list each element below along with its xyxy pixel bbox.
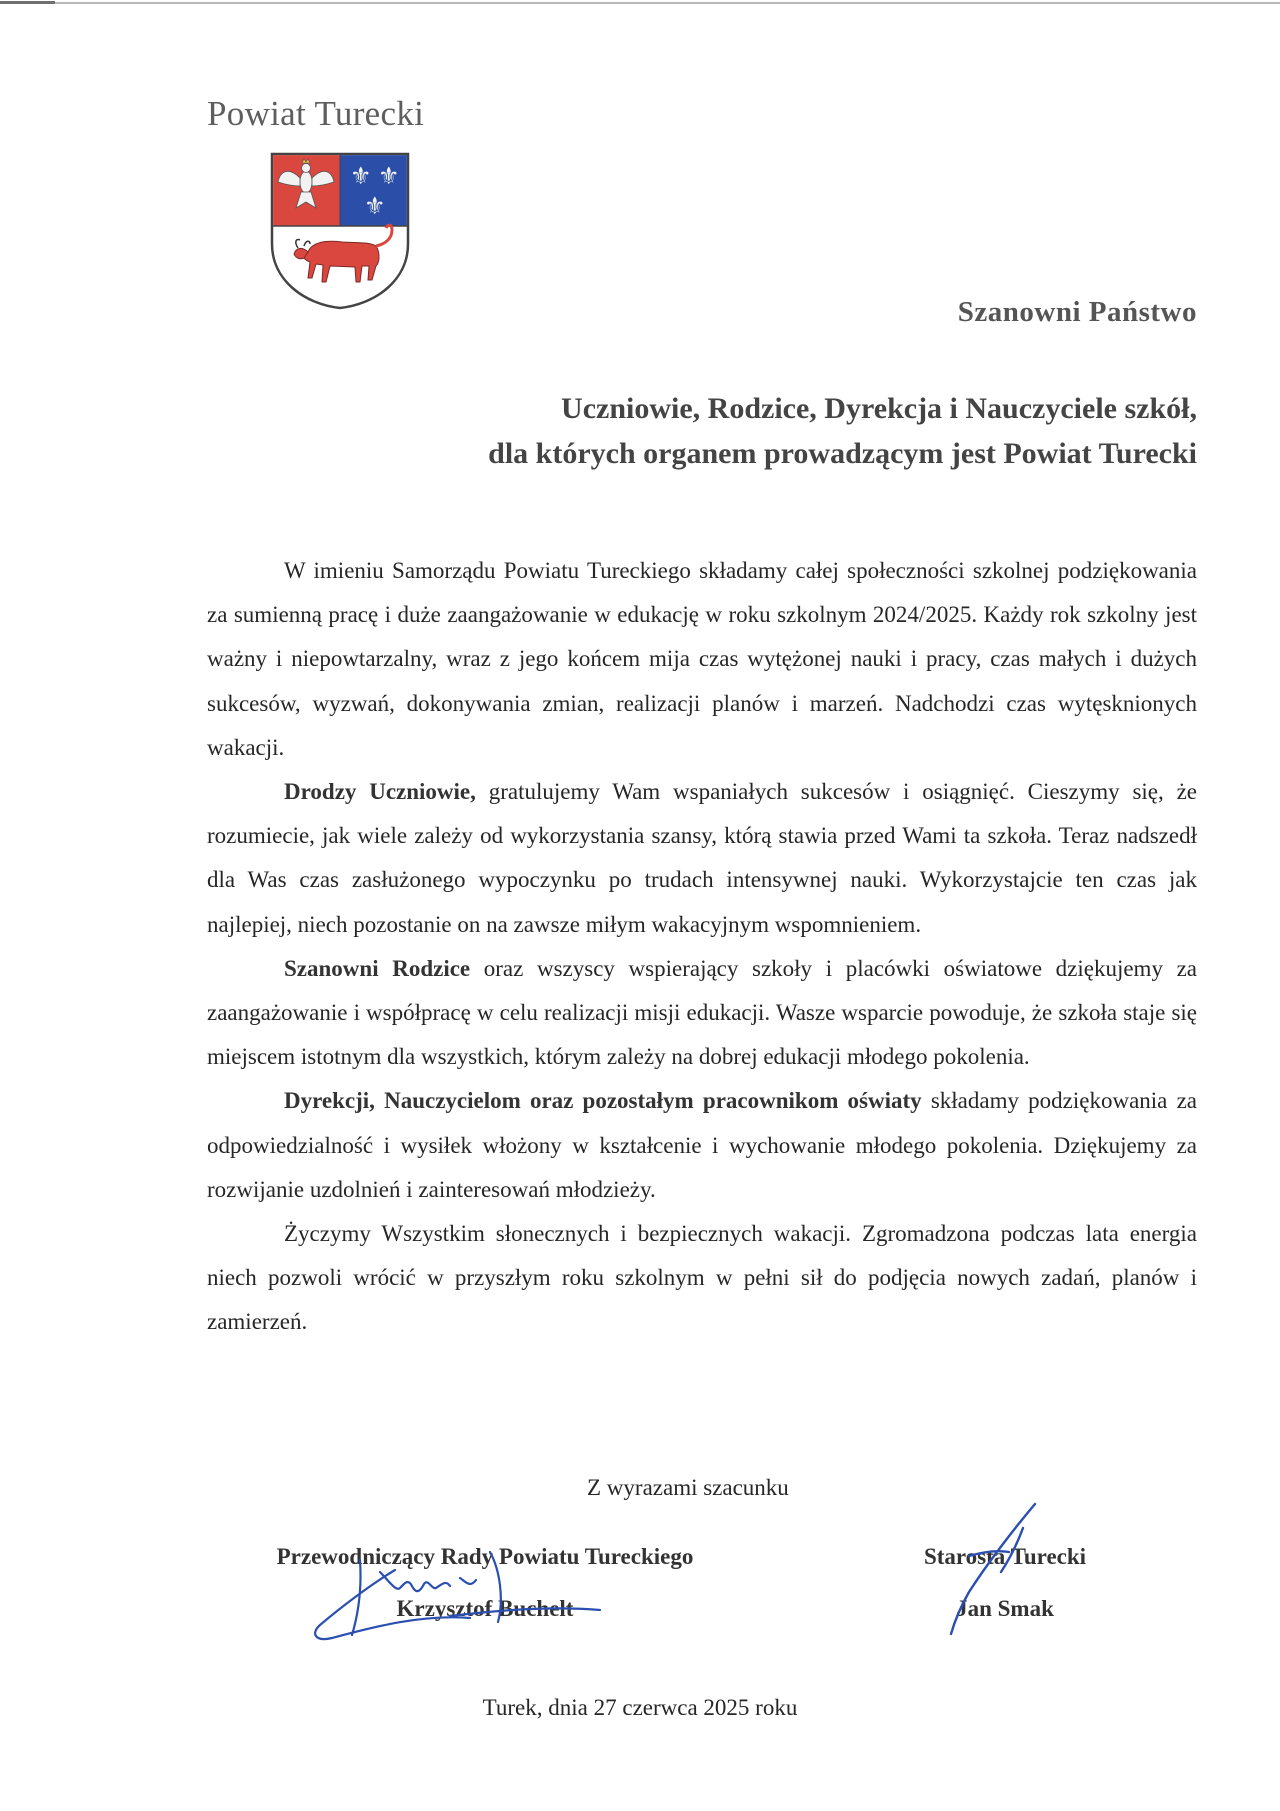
signatory-right-role: Starosta Turecki <box>923 1544 1087 1569</box>
paragraph-lead: Drodzy Uczniowie, <box>284 779 476 805</box>
svg-text:⚜: ⚜ <box>364 192 386 220</box>
closing-line: Z wyrazami szacunku <box>587 1475 789 1500</box>
paragraph-text: Życzymy Wszystkim słonecznych i bezpiecznych wakacji. Zgromadzona podczas lata energia niech pozwoli wrócić w przyszłym roku szkolnym w pełni sił do podjęcia nowych zadań, planów i zamierzeń. <box>207 1221 1197 1335</box>
paragraph-4 <box>207 1079 1197 1212</box>
top-border-mark <box>0 1 55 4</box>
paragraph-lead: Dyrekcji, Nauczycielom oraz pozostałym pracownikom oświaty <box>284 1088 922 1114</box>
addressee-line-1: Uczniowie, Rodzice, Dyrekcja i Nauczyciele szkół, <box>561 392 1197 425</box>
paragraph-text: składamy podziękowania za odpowiedzialność i wysiłek włożony w kształcenie i wychowanie młodego pokolenia. Dziękujemy za rozwijanie uzdolnień i zainteresowań młodzieży. <box>207 1088 1197 1202</box>
salutation: Szanowni Państwo <box>957 296 1197 328</box>
letter-body <box>207 549 1197 1345</box>
svg-text:⚜: ⚜ <box>350 162 372 190</box>
coat-of-arms-icon <box>268 152 412 310</box>
addressee-block <box>297 386 1197 476</box>
addressee-line-2: dla których organem prowadzącym jest Powiat Turecki <box>488 437 1197 470</box>
paragraph-2 <box>207 770 1197 947</box>
top-border-line <box>0 2 1280 4</box>
signatory-left-name: Krzysztof Buchelt <box>396 1596 574 1621</box>
paragraph-3 <box>207 947 1197 1080</box>
header-title: Powiat Turecki <box>207 94 425 133</box>
paragraph-text: oraz wszyscy wspierający szkoły i placówki oświatowe dziękujemy za zaangażowanie i współpracę w celu realizacji misji edukacji. Wasze wsparcie powoduje, że szkoła staje się miejscem istotnym dla wszystkich, którym zależy na dobrej edukacji młodego pokolenia. <box>207 955 1198 1070</box>
paragraph-text: gratulujemy Wam wspaniałych sukcesów i osiągnięć. Cieszymy się, że rozumiecie, jak wiele zależy od wykorzystania szansy, którą stawia przed Wami ta szkoła. Teraz nadszedł dla Was czas zasłużonego wypoczynku po trudach intensywnej nauki. Wykorzystajcie ten czas jak najlepiej, niech pozostanie on na zawsze miłym wakacyjnym wspomnieniem. <box>207 779 1197 937</box>
signatory-left-role: Przewodniczący Rady Powiatu Tureckiego <box>276 1544 694 1569</box>
place-date: Turek, dnia 27 czerwca 2025 roku <box>482 1695 798 1720</box>
handwritten-signature-right <box>905 1500 1055 1640</box>
paragraph-5 <box>207 1212 1197 1345</box>
svg-text:⚜: ⚜ <box>378 162 400 190</box>
paragraph-1 <box>207 549 1197 770</box>
paragraph-text: W imieniu Samorządu Powiatu Tureckiego składamy całej społeczności szkolnej podziękowania za sumienną pracę i duże zaangażowanie w edukację w roku szkolnym 2024/2025. Każdy rok szkolny jest ważny i niepowtarzalny, wraz z jego końcem mija czas wytężonej nauki i pracy, czas małych i dużych sukcesów, wyzwań, dokonywania zmian, realizacji planów i marzeń. Nadchodzi czas wytęsknionych wakacji. <box>207 558 1197 760</box>
paragraph-lead: Szanowni Rodzice <box>284 955 471 981</box>
signatory-right-name: Jan Smak <box>956 1596 1054 1621</box>
handwritten-signature-left <box>300 1530 620 1650</box>
